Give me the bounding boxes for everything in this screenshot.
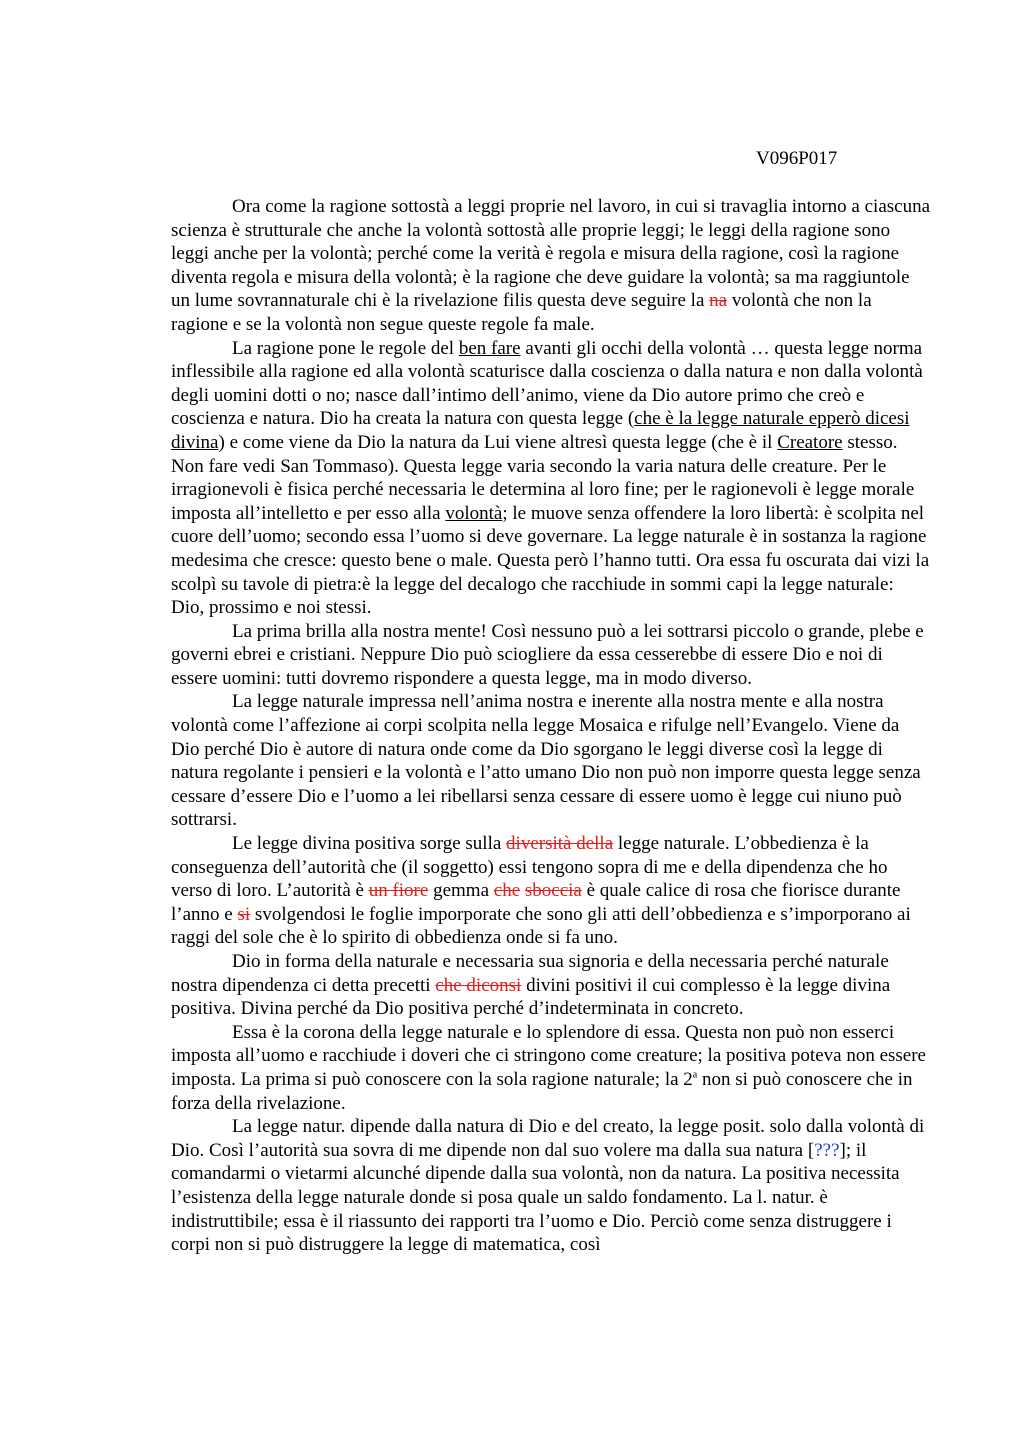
text-segment: avanti gli occhi della volontà … questa legge norma inflessibile alla ragione ed alla volontà scaturisce dalla coscienza o dalla natura e non dalla volontà degli uomini dotti o no; nasce dall’intimo dell’animo, viene da Dio autore primo che creò e coscienza e natura. Dio ha creata la natura con questa legge (: [171, 337, 923, 430]
superscript-text: a: [692, 1069, 698, 1081]
page-identifier: V096P017: [756, 148, 838, 169]
text-segment: La legge natur. dipende dalla natura di Dio e del creato, la legge posit. solo dalla volontà di Dio. Così l’autorità sua sovra di me dipende non dal suo volere ma dalla sua natura [: [171, 1116, 925, 1161]
paragraph: [171, 832, 931, 950]
paragraph: [171, 620, 931, 691]
paragraph: [171, 690, 931, 832]
text-segment: La legge naturale impressa nell’anima nostra e inerente alla nostra mente e alla nostra volontà come l’affezione ai corpi scolpita nella legge Mosaica e rifulge nell’Evangelo. Viene da Dio perché Dio è autore di natura onde come da Dio sgorgano le leggi diverse così la legge di natura regolante i pensieri e la volontà e l’atto umano Dio non può non imporre questa legge senza cessare d’essere Dio e l’uomo a lei ribellarsi senza cessare di essere uomo è legge cui niuno può sottrarsi.: [171, 691, 921, 831]
underlined-text: Creatore: [777, 431, 843, 453]
paragraph: [171, 1021, 931, 1115]
text-segment: non si può conoscere che in forza della rivelazione.: [171, 1068, 913, 1114]
deleted-text: diversità della: [506, 833, 614, 855]
text-segment: ) e come viene da Dio la natura da Lui viene altresì questa legge (che è il: [218, 431, 778, 453]
paragraph: [171, 337, 931, 620]
text-segment: divini positivi il cui complesso è la legge divina positiva. Divina perché da Dio positiva perché d’indeterminata in concreto.: [171, 974, 891, 1020]
deleted-text: che diconsi: [435, 974, 522, 996]
underlined-text: che è la legge naturale epperò dicesi divina: [171, 408, 910, 453]
document-body: [171, 195, 931, 1257]
deleted-text: che: [493, 880, 521, 902]
paragraph: [171, 195, 931, 337]
deleted-text: na: [709, 290, 728, 312]
deleted-text: sboccia: [524, 880, 582, 902]
text-segment: svolgendosi le foglie imporporate che sono gli atti dell’obbedienza e s’imporporano ai raggi del sole che è lo spirito di obbedienza onde si fa uno.: [171, 903, 911, 949]
text-segment: è quale calice di rosa che fiorisce durante l’anno e: [171, 880, 901, 925]
text-segment: volontà che non la ragione e se la volontà non segue queste regole fa male.: [171, 290, 872, 335]
paragraph: [171, 1115, 931, 1257]
deleted-text: un fiore: [368, 880, 429, 902]
text-segment: La prima brilla alla nostra mente! Così nessuno può a lei sottrarsi piccolo o grande, plebe e governi ebrei e cristiani. Neppure Dio può sciogliere da essa cesserebbe di essere Dio e noi di essere uomini: tutti dovremo rispondere a questa legge, ma in modo diverso.: [171, 620, 924, 689]
text-segment: ]; il comandarmi o vietarmi alcunché dipende dalla sua volontà, non da natura. La positiva necessita l’esistenza della legge naturale donde si posa quale un saldo fondamento. La l. natur. è indistruttibile; essa è il riassunto dei rapporti tra l’uomo e Dio. Perciò come senza distruggere i corpi non si può distruggere la legge di matematica, così: [171, 1139, 900, 1256]
deleted-text: si: [237, 903, 251, 925]
uncertain-reading: ???: [814, 1139, 840, 1161]
text-segment: Ora come la ragione sottostà a leggi proprie nel lavoro, in cui si travaglia intorno a ciascuna scienza è strutturale che anche la volontà sottostà alle proprie leggi; le leggi della ragione sono leggi anche per la volontà; perché come la verità è regola e misura della ragione, così la ragione diventa regola e misura della volontà; è la ragione che deve guidare la volontà; sa ma raggiuntole un lume sovrannaturale chi è la rivelazione filis questa deve seguire la: [171, 196, 931, 312]
text-segment: stesso. Non fare vedi San Tommaso). Questa legge varia secondo la varia natura delle creature. Per le irragionevoli è fisica perché necessaria le determina al loro fine; per le ragionevoli è legge morale imposta all’intelletto e per esso alla: [171, 431, 915, 524]
text-segment: Essa è la corona della legge naturale e lo splendore di essa. Questa non può non esserci imposta all’uomo e racchiude i doveri che ci stringono come creature; la positiva poteva non essere imposta. La prima si può conoscere con la sola ragione naturale; la 2: [171, 1021, 926, 1090]
text-segment: gemma: [428, 880, 494, 902]
text-segment: La ragione pone le regole del: [232, 337, 459, 359]
text-segment: Le legge divina positiva sorge sulla: [232, 833, 507, 855]
paragraph: [171, 950, 931, 1021]
text-segment: ; le muove senza offendere la loro libertà: è scolpita nel cuore dell’uomo; secondo essa l’uomo si deve governare. La legge naturale è in sostanza la ragione medesima che cresce: questo bene o male. Questa però l’hanno tutti. Ora essa fu oscurata dai vizi la scolpì su tavole di pietra:è la legge del decalogo che racchiude in sommi capi la legge naturale: Dio, prossimo e noi stessi.: [171, 502, 930, 619]
underlined-text: ben fare: [458, 337, 521, 359]
text-segment: legge naturale. L’obbedienza è la conseguenza dell’autorità che (il soggetto) essi tengono sopra di me e della dipendenza che ho verso di loro. L’autorità è: [171, 833, 888, 902]
underlined-text: volontà: [445, 502, 503, 524]
text-segment: Dio in forma della naturale e necessaria sua signoria e della necessaria perché naturale nostra dipendenza ci detta precetti: [171, 951, 889, 996]
